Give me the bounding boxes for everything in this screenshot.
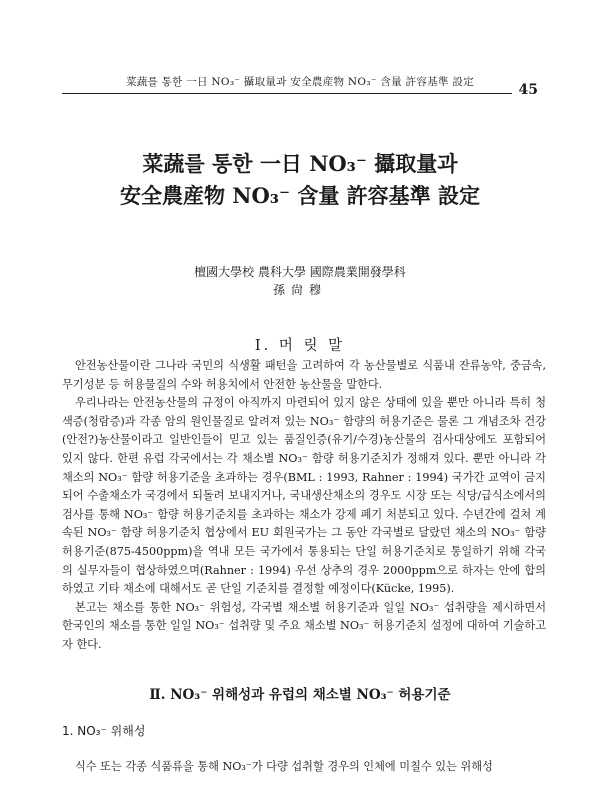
body-text [62, 357, 546, 655]
running-header: 菜蔬를 통한 一日 NO₃⁻ 攝取量과 安全農産物 NO₃⁻ 含量 許容基準 設定 [125, 76, 474, 88]
paragraph-3: 본고는 채소를 통한 NO₃⁻ 위험성, 각국별 채소별 허용기준과 일일 NO₃⁻ 섭취량을 제시하면서 한국인의 채소를 통한 일일 NO₃⁻ 섭취량 및 주요 채소별 NO₃⁻ 허용기준치 설정에 대하여 기술하고자 한다. [62, 600, 546, 651]
title-line-2: 安全農産物 NO₃⁻ 含量 許容基準 設定 [119, 183, 480, 208]
header-rule [62, 93, 512, 94]
paragraph-2: 우리나라는 안전농산물의 규정이 아직까지 마련되어 있지 않은 상태에 있을 뿐만 아니라 특히 청색증(청람증)과 각종 암의 원인물질로 알려져 있는 NO₃⁻ 함량의 허용기준은 물론 그 개념조차 건강(안전?)농산물이라고 일반인들이 믿고 있는 품질인증(유기/수경)농산물의 검사대상에도 포함되어 있지 않다. 한편 유럽 각국에서는 각 채소별 NO₃⁻ 함량 허용기준치가 정해져 있다. 뿐만 아니라 각 채소의 NO₃⁻ 함량 허용기준을 초과하는 경우(BML : 1993, Rahner : 1994) 국가간 교역이 금지되어 수출채소가 국경에서 되돌려 보내지거나, 국내생산채소의 경우도 시장 또는 식당/급식소에서의 검사를 통해 NO₃⁻ 함량 허용기준치를 초과하는 채소가 강제 폐기 처분되고 있다. 수년간에 걸쳐 계속된 NO₃⁻ 함량 허용기준치 협상에서 EU 회원국가는 그 동안 각국별로 달랐던 채소의 NO₃⁻ 함량 허용기준(875-4500ppm)을 역내 모든 국가에서 통용되는 단일 허용기준치로 통일하기 위해 각국의 실무자들이 협상하였으며(Rahner : 1994) 우선 상추의 경우 2000ppm으로 하자는 안에 합의하였고 기타 채소에 대해서도 곧 단일 기준치를 결정할 예정이다(Kücke, 1995). [62, 396, 546, 596]
affiliation: 檀國大學校 農科大學 國際農業開發學科 [194, 265, 406, 279]
page-number: 45 [518, 82, 538, 98]
paragraph-4-start: 식수 또는 각종 식품류을 통해 NO₃⁻가 다량 섭취할 경우의 인체에 미칠수 있는 위해성 [75, 760, 493, 773]
subsection-heading: 1. NO₃⁻ 위해성 [62, 724, 146, 738]
paragraph-1: 안전농산물이란 그나라 국민의 식생활 패턴을 고려하여 각 농산물별로 식품내 잔류농약, 중금속, 무기성분 등 허용물질의 수와 허용치에서 안전한 농산물을 말한다. [62, 359, 546, 391]
paper-title [60, 148, 540, 212]
section-1-heading: Ⅰ. 머 릿 말 [254, 338, 346, 354]
section-2-heading: Ⅱ. NO₃⁻ 위해성과 유럽의 채소별 NO₃⁻ 허용기준 [149, 687, 451, 703]
title-line-1: 菜蔬를 통한 一日 NO₃⁻ 攝取量과 [142, 151, 458, 176]
author: 孫尙穆 [272, 283, 327, 297]
